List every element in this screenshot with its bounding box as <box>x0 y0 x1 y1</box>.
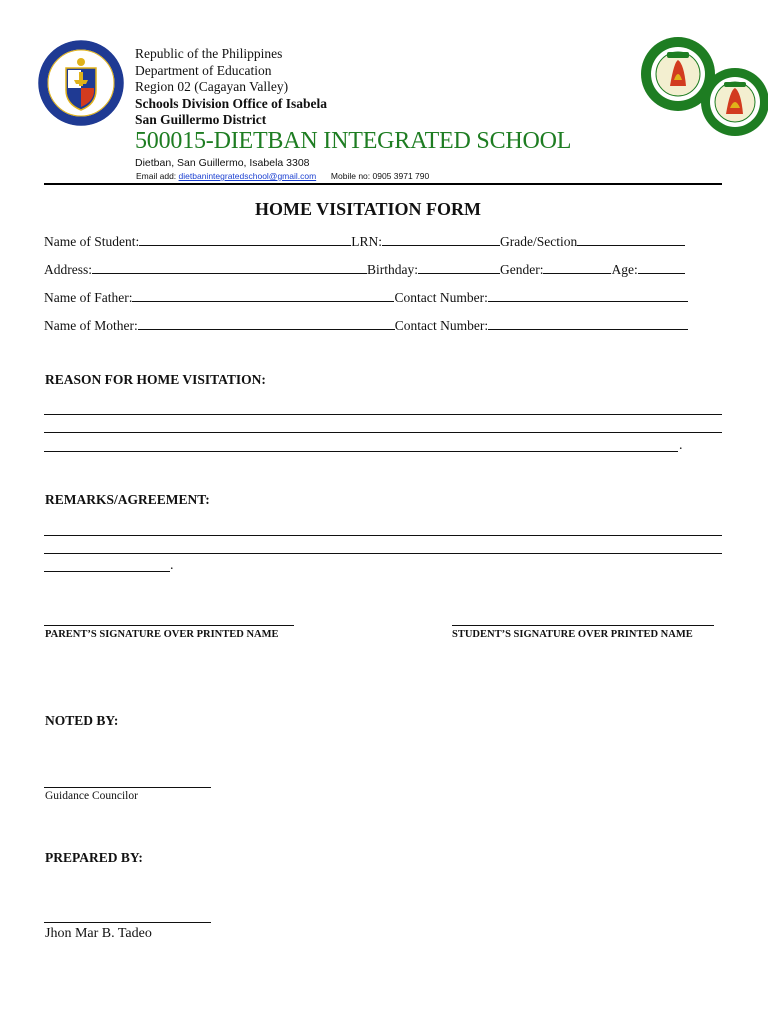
remarks-line[interactable] <box>44 553 722 554</box>
label-father-contact: Contact Number: <box>394 290 488 305</box>
header-region: Region 02 (Cagayan Valley) <box>135 79 289 94</box>
field-father[interactable] <box>132 289 394 302</box>
reason-period: . <box>679 438 683 453</box>
field-address[interactable] <box>92 261 367 274</box>
field-father-contact[interactable] <box>488 289 688 302</box>
field-student-name[interactable] <box>139 233 351 246</box>
school-contact <box>136 171 429 181</box>
school-division-seal-logo <box>640 34 768 138</box>
remarks-line[interactable] <box>44 535 722 536</box>
field-gender[interactable] <box>543 261 611 274</box>
reason-heading: REASON FOR HOME VISITATION: <box>45 372 266 387</box>
parent-signature-line[interactable] <box>44 625 294 626</box>
remarks-line[interactable] <box>44 571 170 572</box>
reason-line[interactable] <box>44 432 722 433</box>
label-birthday: Birthday: <box>367 262 418 277</box>
remarks-heading: REMARKS/AGREEMENT: <box>45 492 210 507</box>
row-student <box>44 233 685 250</box>
student-signature-caption: STUDENT’S SIGNATURE OVER PRINTED NAME <box>452 629 693 640</box>
header-republic: Republic of the Philippines <box>135 46 283 61</box>
field-grade-section[interactable] <box>577 233 685 246</box>
email-label: Email add: <box>136 171 177 181</box>
field-birthday[interactable] <box>418 261 500 274</box>
header-department: Department of Education <box>135 63 272 78</box>
field-mother-contact[interactable] <box>488 317 688 330</box>
field-mother[interactable] <box>138 317 395 330</box>
label-address: Address: <box>44 262 92 277</box>
reason-line[interactable] <box>44 414 722 415</box>
school-name: 500015-DIETBAN INTEGRATED SCHOOL <box>135 128 572 154</box>
email-link[interactable]: dietbanintegratedschool@gmail.com <box>178 171 317 181</box>
header-district: San Guillermo District <box>135 112 267 127</box>
label-age: Age: <box>611 262 638 277</box>
deped-seal-logo <box>38 40 124 126</box>
row-mother <box>44 317 688 334</box>
remarks-period: . <box>170 558 174 573</box>
label-mother: Name of Mother: <box>44 318 138 333</box>
student-signature-line[interactable] <box>452 625 714 626</box>
guidance-signature-line[interactable] <box>44 787 211 788</box>
field-age[interactable] <box>638 261 685 274</box>
guidance-caption: Guidance Councilor <box>45 790 138 802</box>
header-division: Schools Division Office of Isabela <box>135 96 328 111</box>
reason-line[interactable] <box>44 451 678 452</box>
label-father: Name of Father: <box>44 290 133 305</box>
preparer-name: Jhon Mar B. Tadeo <box>45 926 152 941</box>
parent-signature-caption: PARENT’S SIGNATURE OVER PRINTED NAME <box>45 629 279 640</box>
mobile-number: Mobile no: 0905 3971 790 <box>330 171 430 181</box>
field-lrn[interactable] <box>382 233 500 246</box>
row-address <box>44 261 685 278</box>
prepared-by-heading: PREPARED BY: <box>45 850 143 865</box>
label-lrn: LRN: <box>351 234 382 249</box>
form-title: HOME VISITATION FORM <box>255 199 482 219</box>
label-gender: Gender: <box>500 262 544 277</box>
row-father <box>44 289 688 306</box>
label-student-name: Name of Student: <box>44 234 140 249</box>
label-mother-contact: Contact Number: <box>394 318 489 333</box>
school-address: Dietban, San Guillermo, Isabela 3308 <box>135 157 310 169</box>
noted-by-heading: NOTED BY: <box>45 713 119 728</box>
preparer-signature-line[interactable] <box>44 922 211 923</box>
header-divider <box>44 183 722 185</box>
label-grade-section: Grade/Section <box>500 234 578 249</box>
